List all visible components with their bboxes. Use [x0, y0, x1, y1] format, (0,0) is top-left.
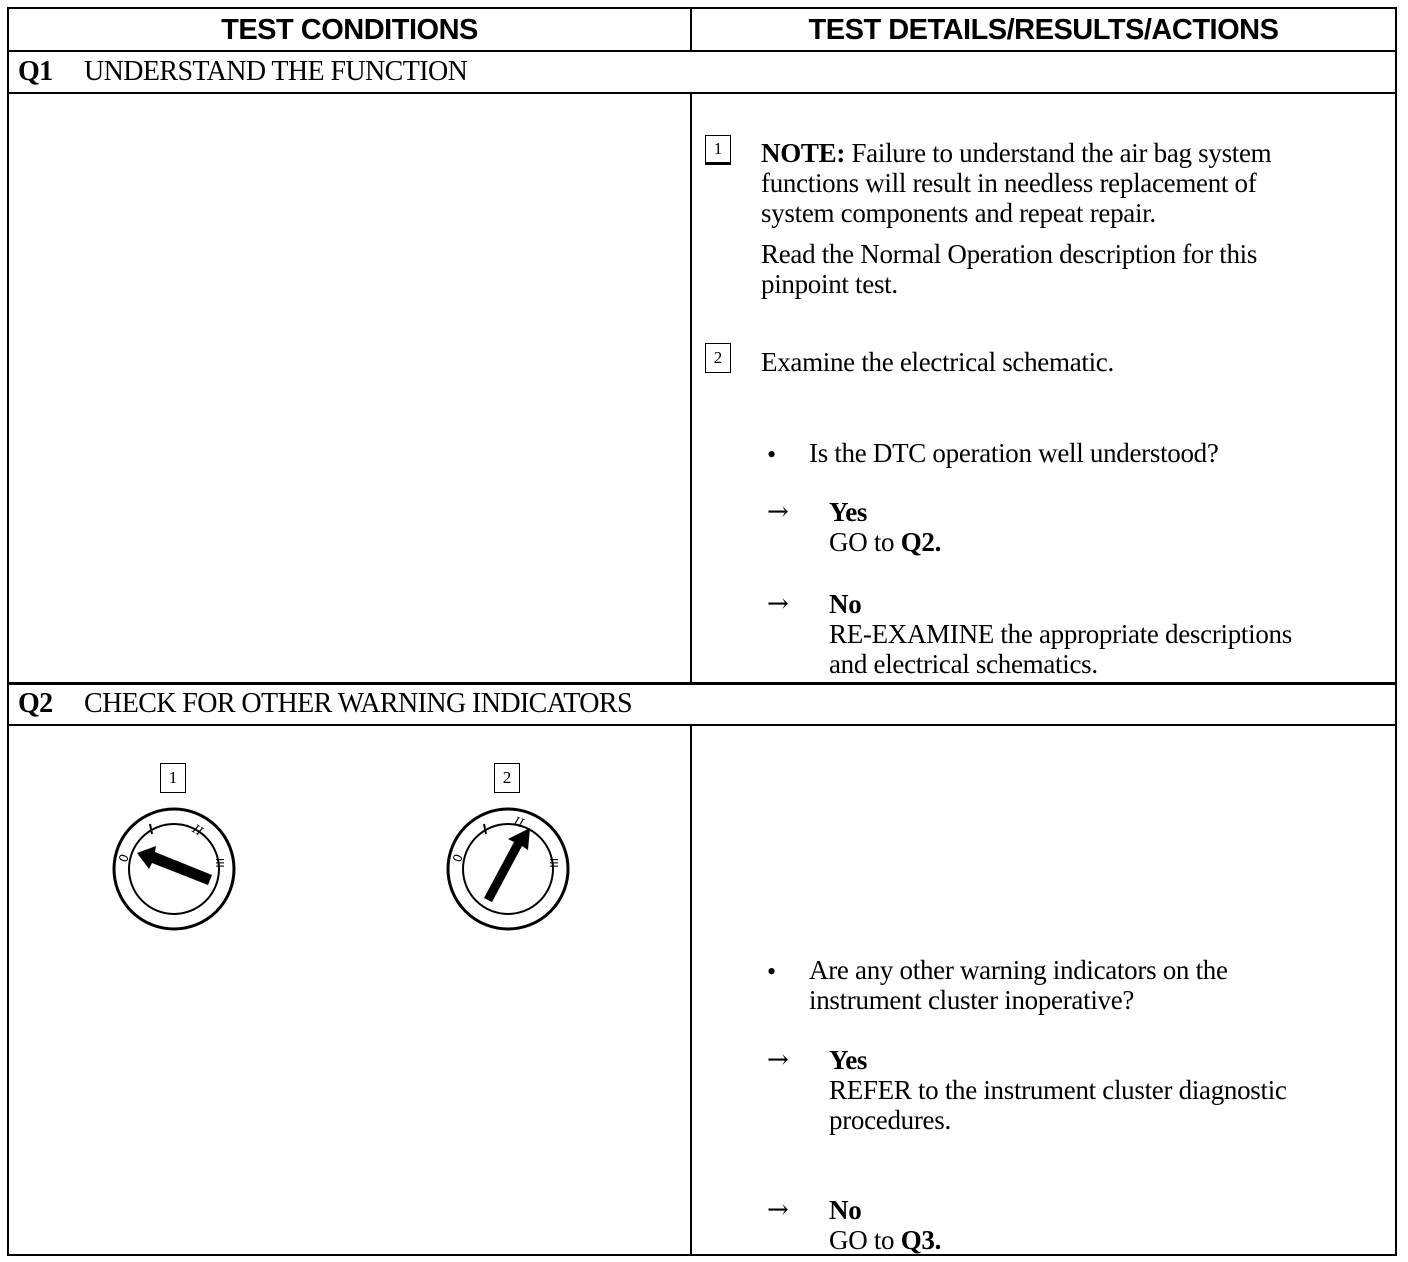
q2-no-label: No: [829, 1195, 862, 1225]
q2-title: CHECK FOR OTHER WARNING INDICATORS: [84, 688, 632, 719]
q1-yes-prefix: GO to: [829, 527, 901, 557]
svg-text:0: 0: [116, 852, 132, 865]
q1-yes-label: Yes: [829, 497, 868, 527]
q1-question: Is the DTC operation well understood?: [809, 438, 1219, 468]
q1-no-arrow: →: [767, 589, 789, 619]
q1-no-label: No: [829, 589, 862, 619]
header-test-details: TEST DETAILS/RESULTS/ACTIONS: [808, 13, 1279, 46]
read-line-2: pinpoint test.: [761, 269, 898, 299]
note-text-1: Failure to understand the air bag system: [845, 138, 1272, 168]
q1-yes-block: [829, 497, 1369, 557]
q1-yes-suffix: .: [934, 527, 942, 557]
svg-text:0: 0: [450, 852, 466, 865]
q2-no-arrow: →: [767, 1195, 789, 1225]
q1-title-rule: [7, 92, 1397, 94]
q2-no-suffix: .: [934, 1225, 942, 1255]
q1-no-action-1: RE-EXAMINE the appropriate descriptions: [829, 619, 1292, 649]
q1-step1-number: 1: [705, 135, 731, 165]
ignition-switch-off-icon: [108, 806, 242, 934]
note-text-3: system components and repeat repair.: [761, 198, 1156, 228]
q2-id: Q2: [18, 688, 53, 719]
svg-text:II: II: [190, 821, 206, 839]
q1-step2-number: 2: [705, 343, 731, 373]
note-label: NOTE:: [761, 138, 846, 168]
header-rule: [7, 50, 1397, 52]
q2-question: [809, 955, 1379, 1015]
q2-title-rule: [7, 724, 1397, 726]
q1-yes-arrow: →: [767, 497, 789, 527]
q1-step2-text: Examine the electrical schematic.: [761, 347, 1114, 377]
q1-read-instruction: [761, 239, 1381, 299]
svg-text:III: III: [213, 858, 226, 868]
svg-text:III: III: [547, 858, 560, 868]
header-test-conditions: TEST CONDITIONS: [221, 13, 478, 46]
q1-bullet: •: [767, 440, 777, 469]
q2-title-row: [18, 685, 632, 723]
q2-no-prefix: GO to: [829, 1225, 901, 1255]
q2-yes-action-1: REFER to the instrument cluster diagnostic: [829, 1075, 1287, 1105]
figure1-number: 1: [160, 763, 186, 793]
q2-yes-arrow: →: [767, 1045, 789, 1075]
q1-column-divider: [690, 92, 692, 684]
q1-no-block: [829, 589, 1389, 679]
figure2-number: 2: [494, 763, 520, 793]
q2-question-1: Are any other warning indicators on the: [809, 955, 1228, 985]
q1-no-action-2: and electrical schematics.: [829, 649, 1098, 679]
note-text-2: functions will result in needless replacement of: [761, 168, 1257, 198]
q2-no-block: [829, 1195, 1369, 1255]
q2-question-2: instrument cluster inoperative?: [809, 985, 1135, 1015]
q2-bullet: •: [767, 957, 777, 986]
q2-column-divider: [690, 724, 692, 1256]
q2-yes-block: [829, 1045, 1389, 1135]
q1-id: Q1: [18, 56, 53, 87]
q1-title: UNDERSTAND THE FUNCTION: [84, 56, 468, 87]
q1-title-row: [18, 53, 467, 91]
q2-yes-action-2: procedures.: [829, 1105, 951, 1135]
q1-yes-target: Q2: [900, 527, 935, 557]
q2-no-target: Q3: [900, 1225, 935, 1255]
q1-note: [761, 138, 1381, 228]
svg-text:II: II: [511, 814, 526, 831]
q2-yes-label: Yes: [829, 1045, 868, 1075]
ignition-switch-run-icon: [442, 806, 576, 934]
read-line-1: Read the Normal Operation description for this: [761, 239, 1258, 269]
